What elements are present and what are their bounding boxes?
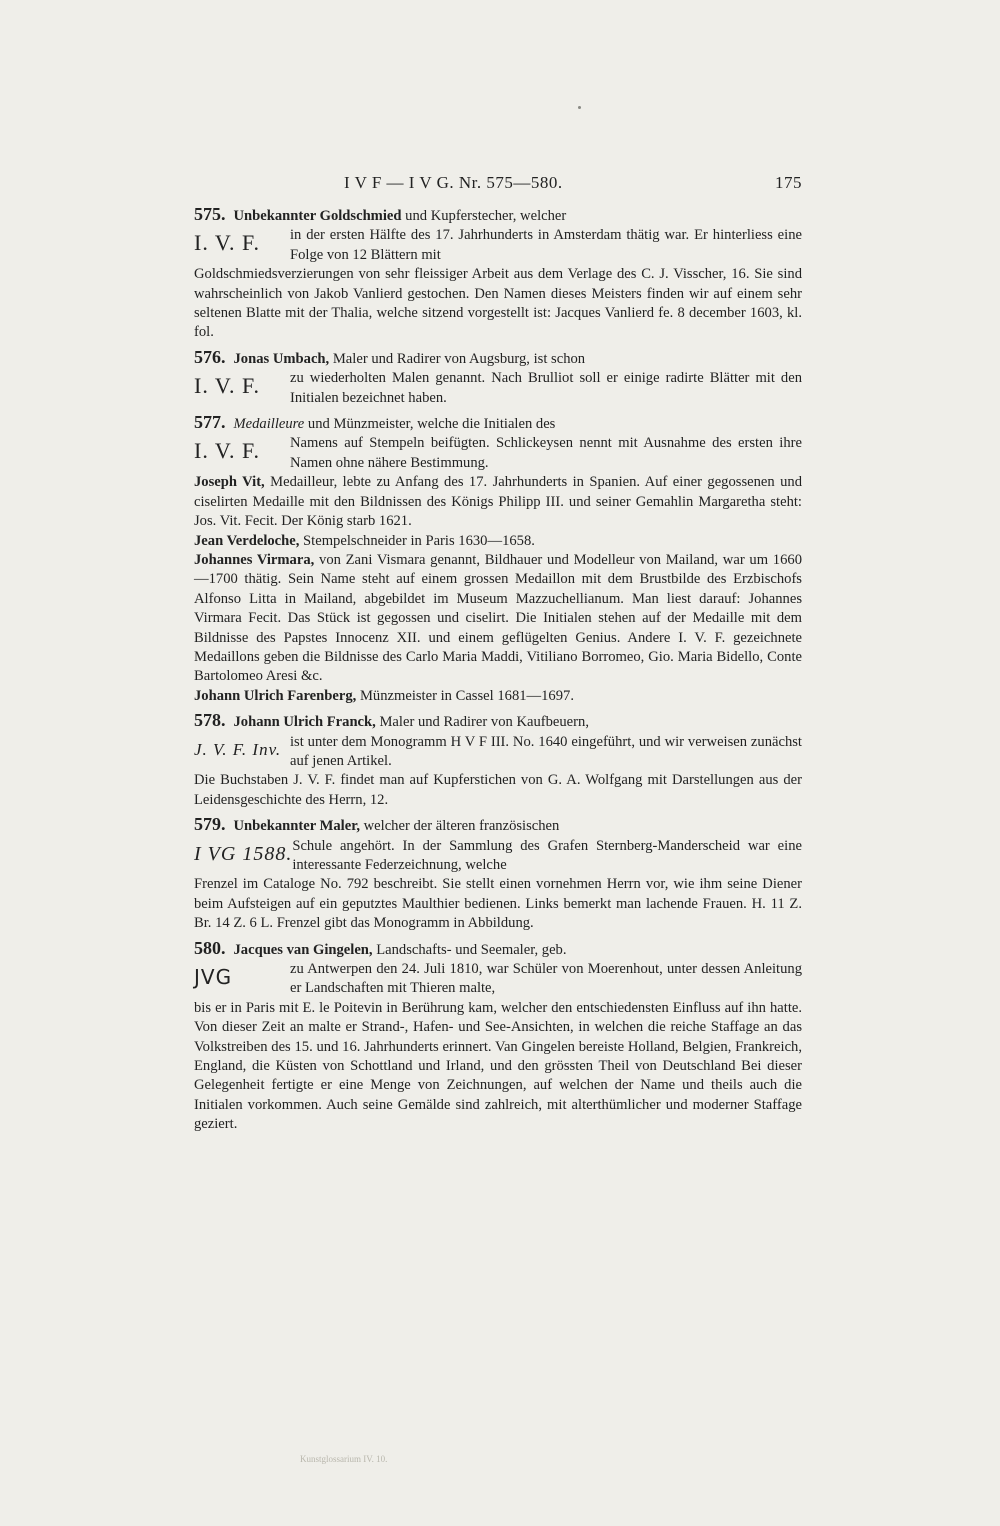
entry-name: Jonas Umbach, [233, 350, 330, 367]
entry-heading-rest: Maler und Radirer von Augsburg, ist schon [329, 350, 586, 367]
entry-578 [194, 711, 802, 810]
monogram-row [194, 837, 802, 876]
sub-entry-vit: Joseph Vit, Medailleur, lebte zu Anfang des 17. Jahrhunderts in Spanien. Auf einer gegossenen und ciselirten Medaille mit den Bildnissen des Königs Philipp III. und seiner Gemahlin Margaretha steht: Jos. Vit. Fecit. Der König starb 1621. [194, 474, 802, 530]
entry-heading [194, 815, 802, 836]
entry-number: 575. [194, 204, 226, 224]
entry-continuation: Frenzel im Cataloge No. 792 beschreibt. Sie stellt einen vornehmen Herrn vor, wie ihm seine Diener beim Aufsteigen auf ein geputztes Maulthier bedienen. Links bemerkt man lachende Frauen. H. 11 Z. Br. 14 Z. 6 L. Frenzel gibt das Monogramm in Abbildung. [194, 876, 802, 932]
footer-signature: Kunstglossarium IV. 10. [300, 1454, 388, 1464]
entry-number: 577. [194, 412, 226, 433]
entry-heading [194, 348, 802, 369]
entry-575 [194, 205, 802, 343]
sub-entry-verdeloche: Jean Verdeloche, Stempelschneider in Paris 1630—1658. [194, 532, 535, 549]
monogram-row [194, 369, 802, 408]
monogram-text: ist unter dem Monogramm H V F III. No. 1640 eingeführt, und wir verweisen zunächst auf jenen Artikel. [290, 733, 802, 769]
monogram-text: Namens auf Stempeln beifügten. Schlickeysen nennt mit Ausnahme des ersten ihre Namen ohne nähere Bestimmung. [290, 435, 802, 471]
entry-heading-rest: und Münzmeister, welche die Initialen des [304, 416, 556, 433]
page-header [194, 173, 802, 193]
monogram: I. V. F. [194, 230, 260, 256]
entry-heading-rest: und Kupferstecher, welcher [401, 208, 567, 224]
running-title: I V F — I V G. Nr. 575—580. [344, 173, 563, 192]
entry-heading [194, 413, 802, 434]
entry-name: Johann Ulrich Franck, [233, 714, 376, 731]
entry-number: 579. [194, 814, 226, 835]
sub-entry-virmara: Johannes Virmara, von Zani Vismara genannt, Bildhauer und Modelleur von Mailand, war um 1660—1700 thätig. Sein Name steht auf einem grossen Medaillon mit dem Brustbilde des Erzbischofs Alfonso Litta in Mailand, abgebildet im Museum Mazzuchellianum. Man liest darauf: Johannes Virmara Fecit. Das Stück ist gegossen und ciselirt. Die Initialen stehen auf der Medaille mit dem Bildnisse des Papstes Innocenz XII. und einem geflügelten Genius. Andere I. V. F. gezeichnete Medaillons geben die Bildnisse des Carlo Maria Maddi, Vitiliano Borromeo, Gio. Maria Bidello, Conte Bartolomeo Aresi &c. [194, 551, 802, 685]
monogram: I VG 1588. [194, 842, 293, 865]
monogram-text: Schule angehört. In der Sammlung des Grafen Sternberg-Manderscheid war eine interessante Federzeichnung, welche [292, 837, 802, 873]
monogram-text: in der ersten Hälfte des 17. Jahrhunderts in Amsterdam thätig war. Er hinterliess eine Folge von 12 Blättern mit [290, 227, 802, 263]
entry-580 [194, 939, 802, 1135]
entry-name: Medailleure [233, 416, 305, 433]
entry-number: 576. [194, 346, 226, 367]
page-number: 175 [775, 173, 802, 192]
monogram-row [194, 434, 802, 473]
ink-dot [578, 106, 581, 109]
monogram: I. V. F. [194, 373, 260, 399]
entry-heading [194, 939, 802, 960]
entry-name: Unbekannter Maler, [233, 818, 360, 835]
entry-name: Unbekannter Goldschmied [233, 208, 402, 224]
entry-heading [194, 711, 802, 732]
entry-continuation: Die Buchstaben J. V. F. findet man auf Kupferstichen von G. A. Wolfgang mit Darstellungen aus der Leidensgeschichte des Herrn, 12. [194, 772, 802, 808]
entry-name: Jacques van Gingelen, [233, 941, 373, 958]
entry-heading [194, 205, 802, 226]
sub-entry-farenberg: Johann Ulrich Farenberg, Münzmeister in Cassel 1681—1697. [194, 687, 574, 704]
page-content [194, 205, 802, 1140]
monogram: J. V. F. Inv. [194, 739, 282, 759]
entry-number: 580. [194, 937, 226, 958]
entry-heading-rest: Maler und Radirer von Kaufbeuern, [375, 714, 589, 731]
entry-continuation: bis er in Paris mit E. le Poitevin in Berührung kam, welcher den entschiedensten Einfluss auf ihn hatte. Von dieser Zeit an malte er Strand-, Hafen- und See-Ansichten, in welchen die reiche Staffage an das Volkstreiben des 15. und 16. Jahrhunderts erinnert. Van Gingelen bereiste Holland, Belgien, Frankreich, England, die Küsten von Schottland und Irland, und den grössten Theil von Deutschland Bei dieser Gelegenheit fertigte er eine Menge von Zeichnungen, auf welchen der Name und theils auch die Initialen vorkommen. Auch seine Gemälde sind zahlreich, mit alterthümlicher und moderner Staffage geziert. [194, 999, 802, 1133]
monogram-text: zu wiederholten Malen genannt. Nach Brulliot soll er einige radirte Blätter mit den Initialen bezeichnet haben. [290, 370, 802, 406]
monogram-row [194, 733, 802, 772]
monogram-text: zu Antwerpen den 24. Juli 1810, war Schüler von Moerenhout, unter dessen Anleitung er Landschaften mit Thieren malte, [290, 961, 802, 997]
monogram-row [194, 226, 802, 265]
monogram: JVG [194, 965, 233, 990]
entry-number: 578. [194, 710, 226, 731]
entry-heading-rest: welcher der älteren französischen [359, 818, 560, 835]
monogram-row [194, 960, 802, 999]
entry-576 [194, 348, 802, 408]
monogram: I. V. F. [194, 438, 260, 464]
entry-579 [194, 815, 802, 933]
entry-heading-rest: Landschafts- und Seemaler, geb. [372, 941, 567, 958]
entry-577 [194, 413, 802, 706]
entry-continuation: Goldschmiedsverzierungen von sehr fleissiger Arbeit aus dem Verlage des C. J. Visscher, 16. Sie sind wahrscheinlich von Jakob Vanlierd gestochen. Den Namen dieses Meisters finden wir auf einem sehr seltenen Blatte mit der Thalia, welche sitzend vorgestellt ist: Jacques Vanlierd fe. 8 december 1603, kl. fol. [194, 266, 802, 341]
